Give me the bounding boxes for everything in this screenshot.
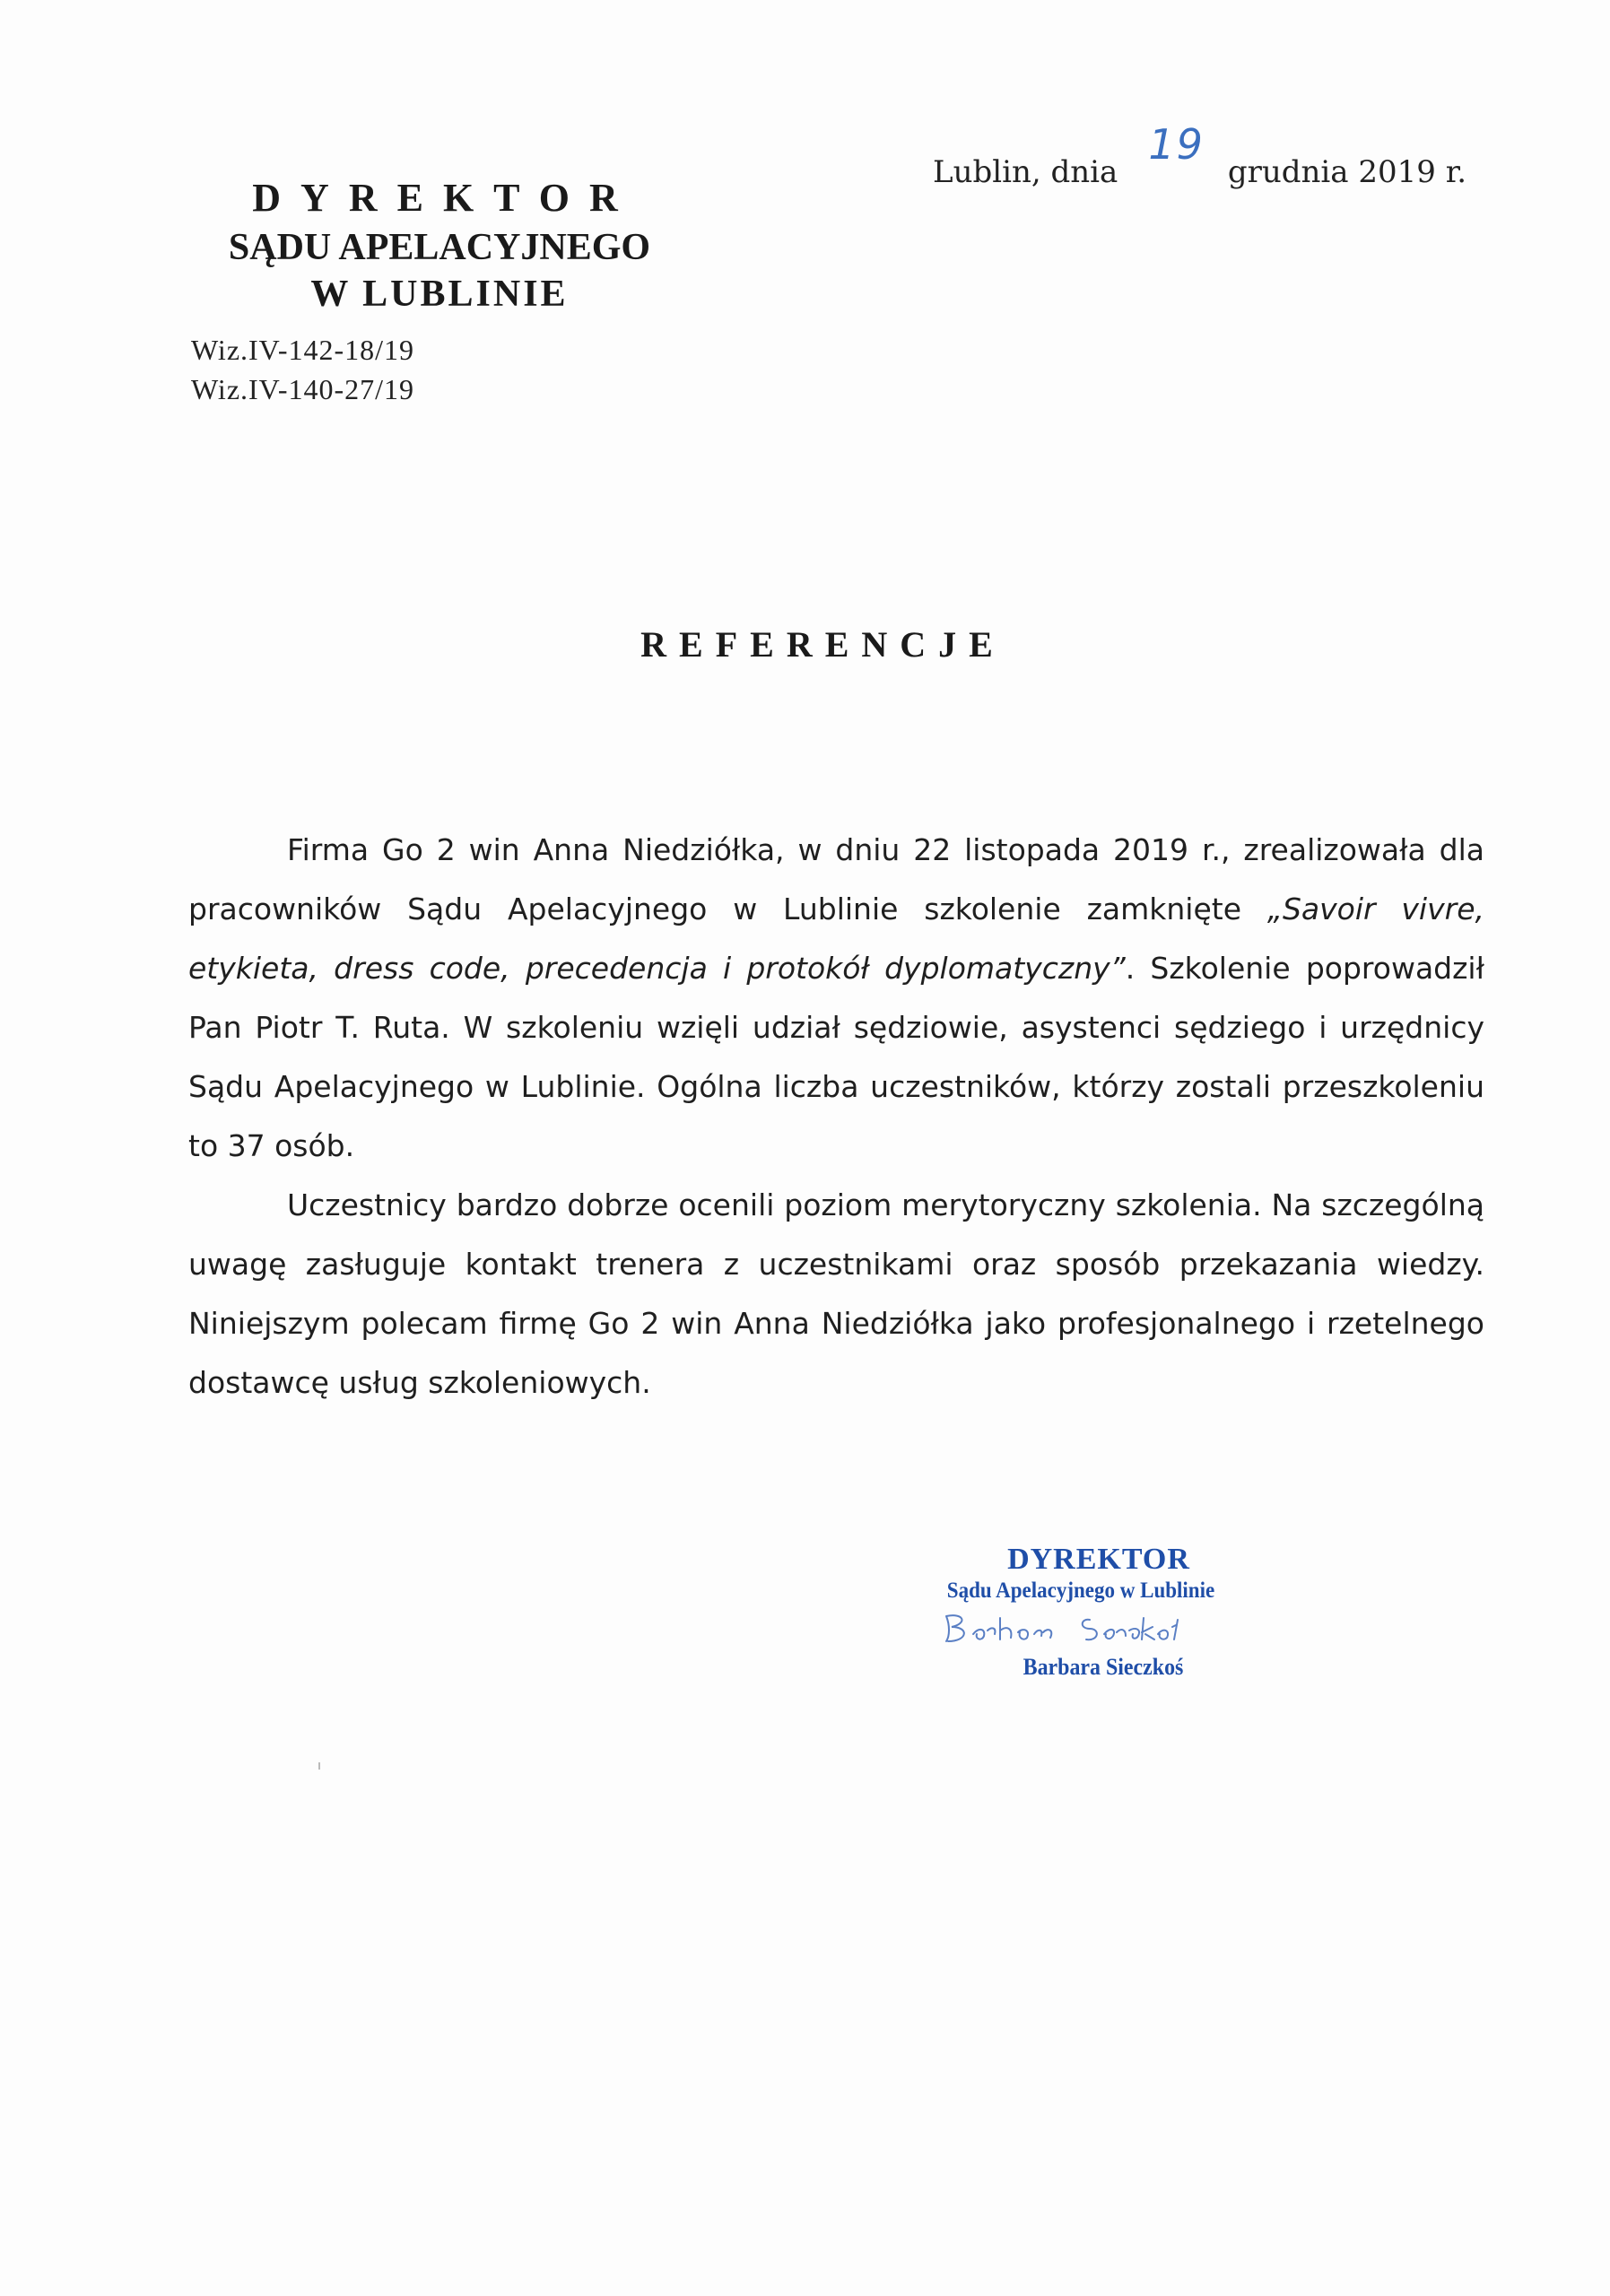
date-prefix: Lublin, dnia (933, 154, 1118, 190)
document-title: REFERENCJE (640, 624, 1005, 665)
handwritten-signature (883, 1607, 1278, 1648)
letterhead (188, 175, 691, 316)
paragraph-1 (188, 821, 1484, 1176)
signature-stamp (883, 1543, 1278, 1681)
reference-number-1: Wiz.IV-142-18/19 (191, 334, 415, 366)
stamp-title: DYREKTOR (1007, 1543, 1190, 1576)
date-day-handwritten: 19 (1148, 120, 1205, 169)
paragraph-1-part-1: Firma Go 2 win Anna Niedziółka, w dniu 22 listopada 2019 r., zrealizowała dla pracowników Sądu Apelacyjnego w Lublinie szkolenie zamknięte (188, 832, 1484, 926)
letterhead-court: SĄDU APELACYJNEGO (228, 227, 651, 268)
reference-number-2: Wiz.IV-140-27/19 (191, 373, 415, 405)
letterhead-title: DYREKTOR (252, 176, 638, 220)
signature-icon (937, 1607, 1224, 1648)
stamp-court: Sądu Apelacyjnego w Lublinie (946, 1578, 1215, 1603)
training-title: „Savoir vivre, etykieta, dress code, precedencja i protokół dyplomatyczny” (188, 891, 1484, 986)
date-line (933, 120, 1467, 192)
date-suffix: grudnia 2019 r. (1227, 154, 1467, 190)
stamp-name: Barbara Sieczkoś (1023, 1654, 1184, 1680)
paragraph-2: Uczestnicy bardzo dobrze ocenili poziom merytoryczny szkolenia. Na szczególną uwagę zasługuje kontakt trenera z uczestnikami oraz sposób przekazania wiedzy. Niniejszym polecam firmę Go 2 win Anna Niedziółka jako profesjonalnego i rzetelnego dostawcę usług szkoleniowych. (188, 1187, 1484, 1400)
scan-speck (318, 1762, 320, 1770)
reference-numbers (191, 330, 414, 409)
letterhead-city: W LUBLINIE (310, 274, 569, 315)
paragraph-1-part-2: . Szkolenie poprowadził Pan Piotr T. Ruta. W szkoleniu wzięli udział sędziowie, asystenci sędziego i urzędnicy Sądu Apelacyjnego w Lublinie. Ogólna liczba uczestników, którzy zostali przeszkoleniu to 37 osób. (188, 951, 1484, 1163)
letter-body (188, 821, 1484, 1413)
